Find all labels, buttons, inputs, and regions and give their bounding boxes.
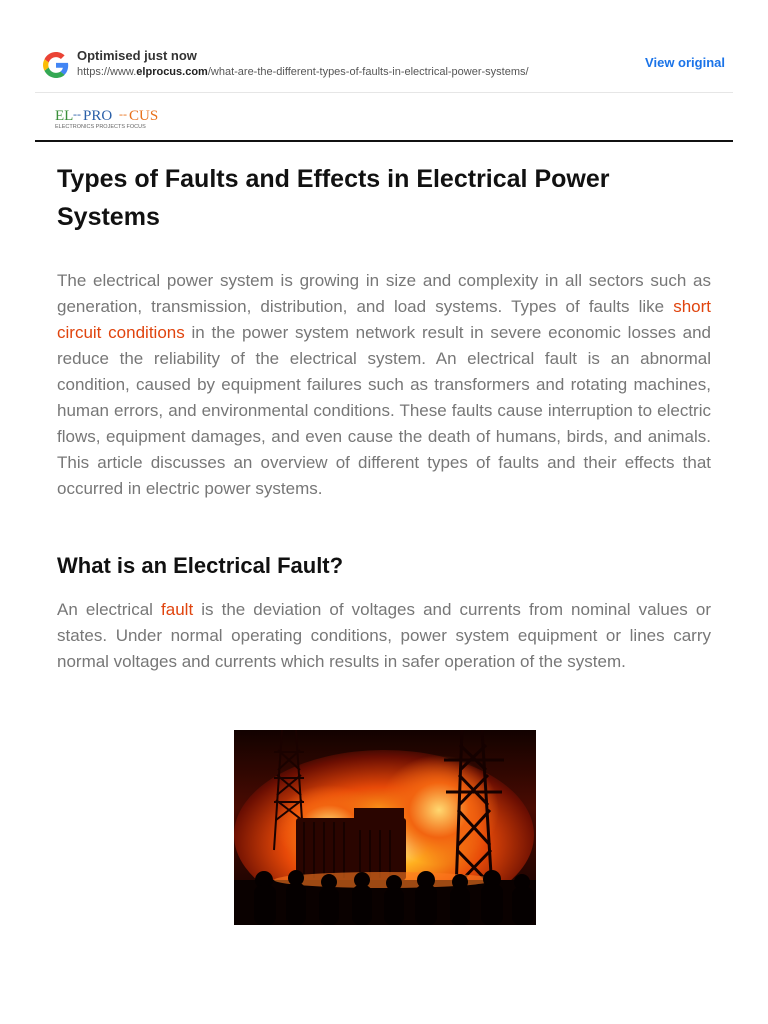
fault-definition-paragraph [57,597,711,675]
amp-viewer-bar [35,0,733,93]
url-domain: elprocus.com [136,66,208,78]
short-circuit-link[interactable]: short circuit conditions [57,297,711,342]
site-header [35,93,733,142]
intro-text-1: The electrical power system is growing in size and complexity in all sectors such as generation, transmission, distribution, and load systems. Types of faults like [57,271,711,316]
svg-text:CUS: CUS [129,108,159,124]
fault-link[interactable]: fault [161,600,194,619]
svg-text:--: -- [119,107,127,121]
svg-text:EL: EL [55,108,74,124]
elprocus-logo[interactable] [55,105,171,129]
page-url[interactable] [77,66,529,78]
article-title: Types of Faults and Effects in Electrical Power Systems [57,165,610,231]
fault-text-2: is the deviation of voltages and currents from nominal values or states. Under normal operating conditions, power system equipment or lines carry normal voltages and currents which results in safer operation of the system. [57,600,711,671]
svg-text:ELECTRONICS PROJECTS FOCUS: ELECTRONICS PROJECTS FOCUS [55,124,146,129]
google-g-icon [43,52,69,78]
view-original-link[interactable]: View original [645,55,725,70]
intro-paragraph [57,268,711,502]
article-body [0,160,768,675]
intro-text-2: in the power system network result in severe economic losses and reduce the reliability of the electrical system. An electrical fault is an abnormal condition, caused by equipment failures such as transformers and rotating machines, human errors, and environmental conditions. These faults cause interruption to electric flows, equipment damages, and even cause the death of humans, birds, and animals. This article discusses an overview of different types of faults and their effects that occurred in electric power systems. [57,323,711,498]
url-path: /what-are-the-different-types-of-faults-in-electrical-power-systems/ [207,66,529,78]
section-heading: What is an Electrical Fault? [57,553,344,578]
transformer-fire-image [234,730,536,925]
svg-text:PRO: PRO [83,108,113,124]
svg-text:--: -- [73,107,81,121]
optimised-status: Optimised just now [77,48,197,63]
fault-text-1: An electrical [57,600,162,619]
url-prefix: https://www. [77,66,137,78]
